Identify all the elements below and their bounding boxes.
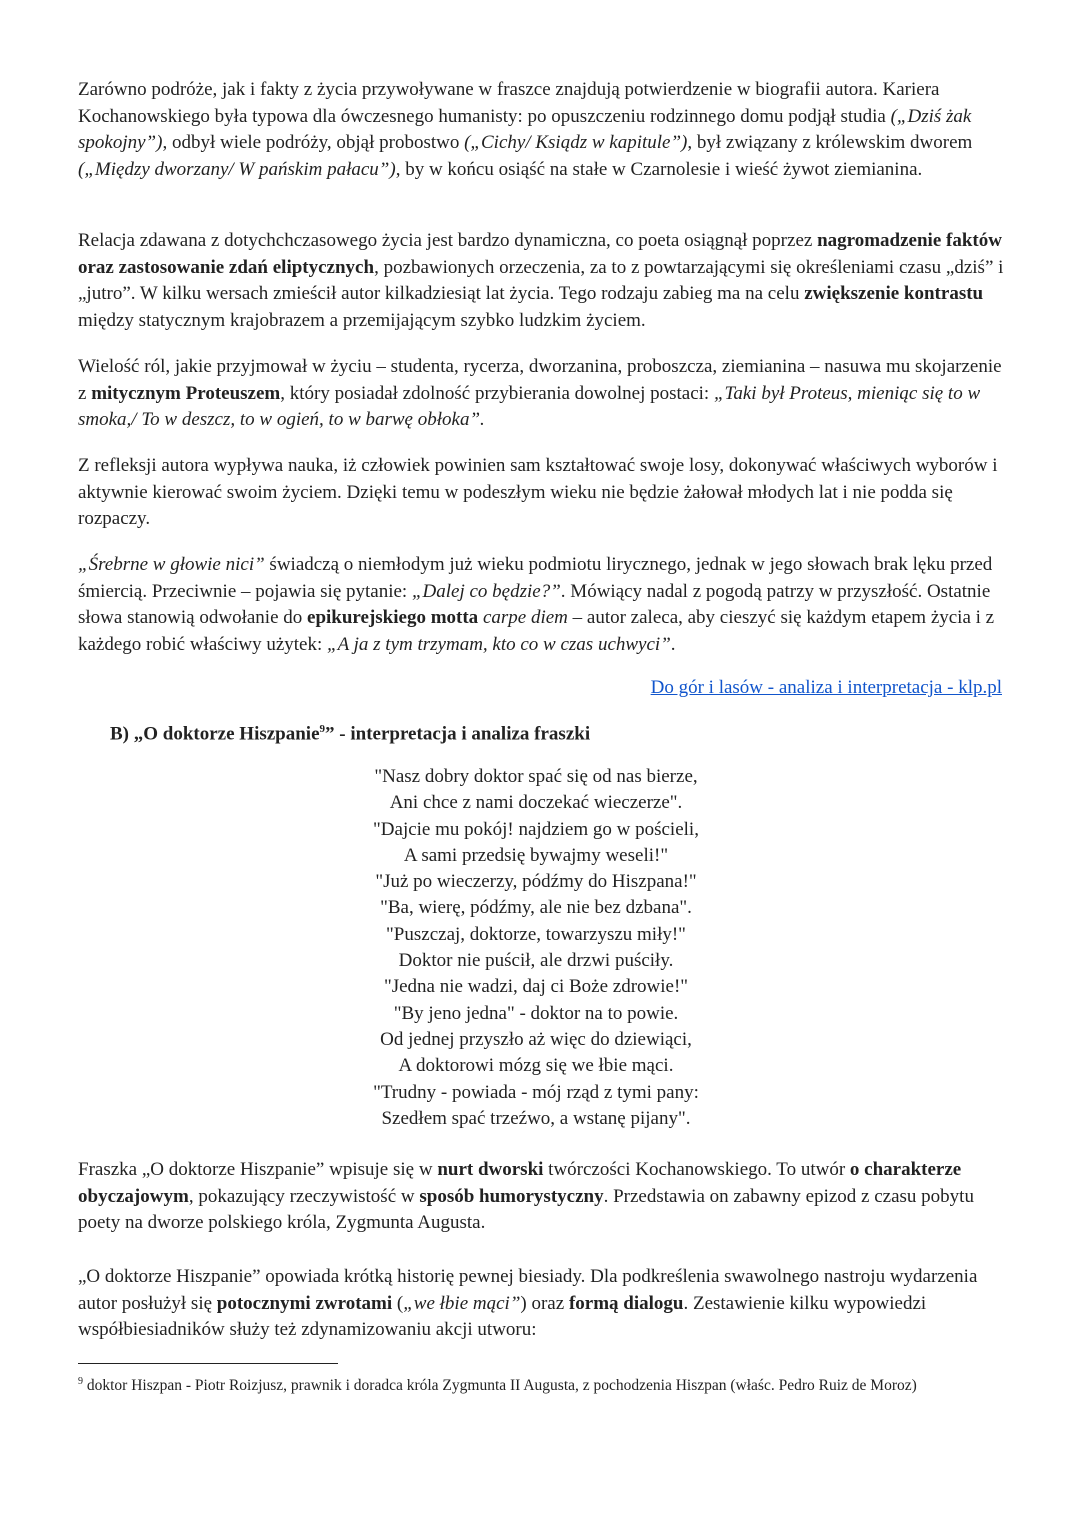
text-run: (	[392, 1292, 404, 1314]
text-run: świadczą o niemłodym już wieku podmiotu lirycznego, jednak w jego słowach brak lęku przed śmiercią. Przeciwnie – pojawia się pytanie:	[78, 554, 993, 602]
poem-line: "Jedna nie wadzi, daj ci Boże zdrowie!"	[383, 976, 689, 998]
italic-quote: („Cichy/ Ksiądz w kapitule”)	[464, 132, 688, 153]
italic-quote: („Dziś żak spokojny”)	[78, 105, 972, 153]
text-run: , który posiadał zdolność przybierania dowolnej postaci:	[280, 382, 714, 404]
text-run: .	[670, 633, 676, 655]
bold-text: potocznymi zwrotami	[216, 1292, 393, 1314]
poem-line: A sami przedsię bywajmy weseli!"	[403, 844, 669, 866]
italic-quote: carpe diem	[482, 607, 568, 628]
text-run: – autor zaleca, aby cieszyć się każdym etapem życia i z każdego robić właściwy użytek:	[78, 607, 995, 655]
text-run: , odbył wiele podróży, objął probostwo	[162, 132, 465, 153]
italic-quote: „Śrebrne w głowie nici”	[78, 554, 265, 575]
bold-text: sposób humorystyczny	[419, 1185, 604, 1207]
text-run: Fraszka „O doktorze Hiszpanie” wpisuje się w	[78, 1159, 438, 1180]
text-run: twórczości Kochanowskiego. To utwór	[543, 1159, 850, 1180]
text-run: „O doktorze Hiszpanie” opowiada krótką historię pewnej biesiady. Dla podkreślenia swawolnego nastroju wydarzenia autor posłużył się	[78, 1266, 978, 1314]
paragraph-carpe-diem	[78, 552, 1008, 658]
paragraph-lesson	[78, 453, 1008, 533]
footnote-reference[interactable]: 9	[319, 723, 326, 735]
italic-quote: „A ja z tym trzymam, kto co w czas uchwyci”	[327, 633, 671, 655]
bold-text: nagromadzenie faktów oraz zastosowanie zdań eliptycznych	[78, 230, 1002, 278]
text-run: . Przedstawia on zabawny epizod z czasu pobytu poety na dworze polskiego króla, Zygmunta Augusta.	[78, 1185, 974, 1233]
poem-line: "Ba, wierę, pódźmy, ale nie bez dzbana".	[380, 897, 692, 919]
text-run: . Mówiący nadal z pogodą patrzy w przyszłość. Ostatnie słowa stanowią odwołanie do	[78, 580, 991, 628]
italic-quote: „Dalej co będzie?”	[411, 580, 561, 602]
poem-line: Od jednej przyszło aż więc do dziewiąci,	[380, 1028, 692, 1050]
poem-line: Doktor nie puścił, ale drzwi puściły.	[398, 950, 674, 972]
poem-line: "Puszczaj, doktorze, towarzyszu miły!"	[386, 923, 686, 945]
source-link-row	[651, 677, 1002, 699]
poem-line: A doktorowi mózg się we łbie mąci.	[398, 1055, 674, 1077]
paragraph-court-trend	[78, 1157, 1008, 1237]
poem-line: "By jeno jedna" - doktor na to powie.	[393, 1002, 679, 1024]
text-run: . Zestawienie kilku wypowiedzi współbiesiadników służy też zdynamizowaniu akcji utworu:	[78, 1292, 927, 1340]
italic-quote: („Między dworzany/ W pańskim pałacu”)	[78, 158, 396, 180]
text-run: Zarówno podróże, jak i fakty z życia przywoływane w fraszce znajdują potwierdzenie w biografii autora. Kariera Kochanowskiego była typowa dla ówczesnego humanisty: po opuszczeniu rodzinnego domu podjął studia	[78, 79, 940, 127]
italic-quote: „Taki był Proteus, mieniąc się to w smoka,/ To w deszcz, to w ogień, to w barwę obłoka”.	[78, 382, 981, 430]
bold-text: formą dialogu	[568, 1292, 684, 1314]
text-run: Wielość ról, jakie przyjmował w życiu – studenta, rycerza, dworzanina, proboszcza, ziemianina – nasuwa mu skojarzenie z	[78, 356, 1002, 404]
poem-line: "Dajcie mu pokój! najdziem go w pościeli,	[373, 818, 699, 840]
poem-line: "Już po wieczerzy, pódźmy do Hiszpana!"	[375, 871, 697, 893]
bold-text: nurt dworski	[437, 1159, 544, 1180]
bold-text: epikurejskiego motta	[307, 607, 479, 628]
section-heading-suffix: ” - interpretacja i analiza fraszki	[325, 723, 591, 745]
text-run: Z refleksji autora wypływa nauka, iż człowiek powinien sam kształtować swoje losy, dokonywać właściwych wyborów i aktywnie kierować swoim życiem. Dzięki temu w podeszłym wieku nie będzie żałował młodych lat i nie podda się rozpaczy.	[78, 455, 998, 529]
bold-text: mitycznym Proteuszem	[91, 382, 281, 404]
footnote	[78, 1376, 917, 1395]
paragraph-proteus	[78, 354, 1008, 434]
section-heading-prefix: B) „O doktorze Hiszpanie	[110, 723, 320, 745]
bold-text: o charakterze obyczajowym	[78, 1159, 962, 1207]
poem-line: "Nasz dobry doktor spać się od nas bierze,	[374, 766, 698, 787]
footnote-number: 9	[78, 1376, 83, 1387]
text-run: , pozbawionych orzeczenia, za to z powtarzającymi się określeniami czasu „dziś” i „jutro”. W kilku wersach zmieścił autor kilkadziesiąt lat życia. Tego rodzaju zabieg ma na celu	[78, 256, 1004, 304]
poem-line: "Trudny - powiada - mój rząd z tymi pany:	[373, 1081, 699, 1103]
bold-text: zwiększenie kontrastu	[804, 283, 984, 304]
text-run: , by w końcu osiąść na stałe w Czarnolesie i wieść żywot ziemianina.	[395, 158, 923, 180]
paragraph-dynamics	[78, 228, 1008, 334]
paragraph-biography	[78, 77, 1008, 183]
poem-line: Szedłem spać trzeźwo, a wstanę pijany".	[381, 1107, 691, 1129]
text-run: Relacja zdawana z dotychchczasowego życia jest bardzo dynamiczna, co poeta osiągnął poprzez	[78, 230, 818, 251]
text-run: , był związany z królewskim dworem	[687, 132, 973, 153]
poem	[71, 764, 1001, 1132]
section-heading	[110, 723, 590, 745]
paragraph-feast-story	[78, 1264, 1008, 1344]
text-run: ) oraz	[520, 1292, 569, 1314]
text-run: między statycznym krajobrazem a przemijającym szybko ludzkim życiem.	[78, 309, 646, 331]
source-link[interactable]: Do gór i lasów - analiza i interpretacja - klp.pl	[650, 677, 1002, 698]
footnote-text: doktor Hiszpan - Piotr Roizjusz, prawnik i doradca króla Zygmunta II Augusta, z pochodzenia Hiszpan (właśc. Pedro Ruiz de Moroz)	[83, 1377, 917, 1395]
footnote-divider	[78, 1363, 338, 1364]
italic-quote: „we łbie mąci”	[403, 1292, 521, 1314]
text-run: , pokazujący rzeczywistość w	[188, 1185, 420, 1207]
poem-line: Ani chce z nami doczekać wieczerze".	[389, 792, 683, 814]
